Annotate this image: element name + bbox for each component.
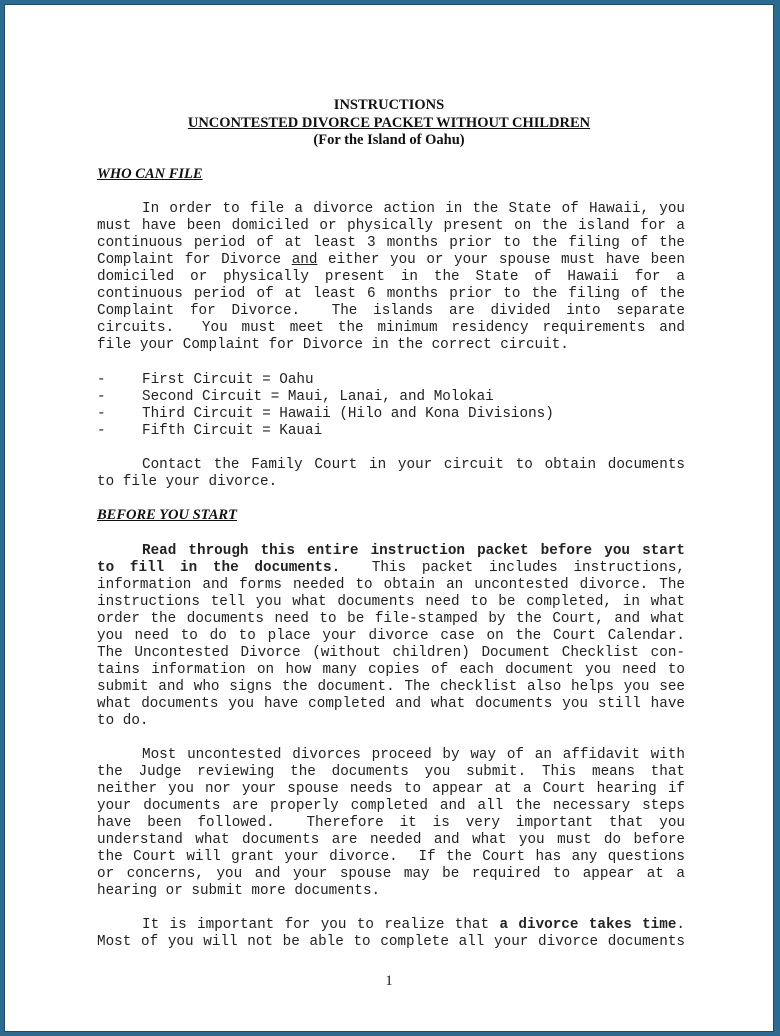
document-page — [4, 4, 774, 1032]
affidavit-paragraph: Most uncontested divorces proceed by way of an affidavit with the Judge reviewing the documents you submit. This means that neither you nor your spouse needs to appear at a Court hearing if your documents are properly completed and all the necessary steps have been followed. Therefore it is very important that you understand what documents are needed and what you must do before the Court will grant your divorce. If the Court has any questions or concerns, you and your spouse may be required to appear at a hearing or submit more documents. — [97, 747, 685, 900]
list-item: - Third Circuit = Hawaii (Hilo and Kona Divisions) — [97, 406, 554, 423]
instruction-packet-paragraph: Read through this entire instruction packet before you start to fill in the documents. This packet includes instructions, information and forms needed to obtain an uncontested divorce. The instructions tell you what documents need to be completed, in what order the documents need to be file-stamped by the Court, and what you need to do to place your divorce case on the Court Calendar. The Uncontested Divorce (without children) Document Checklist con- tains information on how many copies of each document you need to submit and who signs the document. The checklist also helps you see what documents you have completed and what documents you still have to do. — [97, 543, 685, 730]
list-item: - Second Circuit = Maui, Lanai, and Molokai — [97, 389, 494, 406]
page-number: 1 — [385, 973, 393, 989]
section-heading-before-you-start: BEFORE YOU START — [97, 507, 237, 523]
list-item: - Fifth Circuit = Kauai — [97, 423, 323, 440]
section-heading-who-can-file: WHO CAN FILE — [97, 166, 203, 182]
contact-court-paragraph: Contact the Family Court in your circuit to obtain documents to file your divorce. — [97, 457, 685, 491]
divorce-takes-time-paragraph: It is important for you to realize that a divorce takes time. Most of you will not be able to complete all your divorce documents — [97, 917, 686, 951]
list-item: - First Circuit = Oahu — [97, 372, 314, 388]
circuit-list — [97, 372, 697, 440]
document-title: INSTRUCTIONS — [333, 97, 445, 113]
residency-paragraph: In order to file a divorce action in the State of Hawaii, you must have been domiciled or physically present on the island for a continuous period of at least 3 months prior to the filing of the Complaint for Divorce and either you or your spouse must have been domiciled or physically present in the State of Hawaii for a continuous period of at least 6 months prior to the filing of the Complaint for Divorce. The islands are divided into separate circuits. You must meet the minimum residency requirements and file your Complaint for Divorce in the correct circuit. — [97, 201, 686, 354]
document-subtitle: UNCONTESTED DIVORCE PACKET WITHOUT CHILDREN — [187, 115, 591, 131]
island-note: (For the Island of Oahu) — [313, 132, 465, 148]
